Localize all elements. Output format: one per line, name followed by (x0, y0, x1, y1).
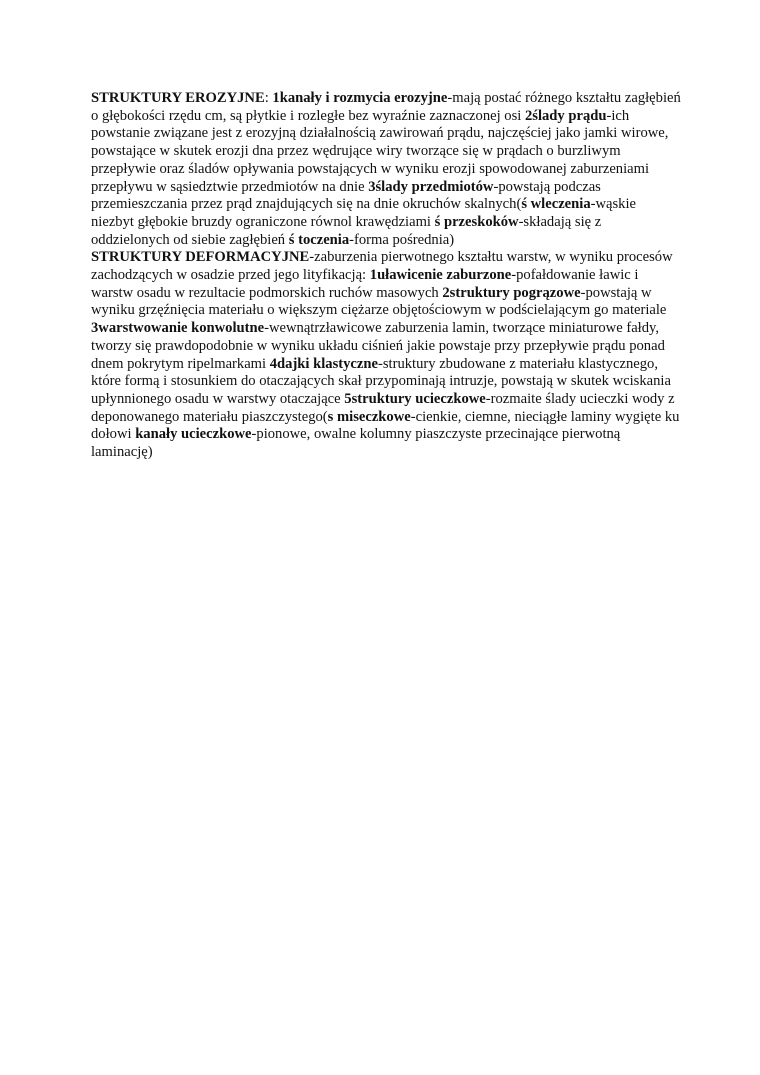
text-segment: -pofałdowanie ławic i warstw osadu w rezultacie podmorskich ruchów masowych (91, 267, 639, 301)
term-clastic-dikes: 4dajki klastyczne (269, 355, 378, 372)
text-segment: -forma pośrednia) (349, 231, 455, 248)
heading-deformational-structures: STRUKTURY DEFORMACYJNE (91, 249, 310, 266)
term-tool-marks: 3ślady przedmiotów (368, 178, 494, 195)
text-segment: -rozmaite ślady ucieczki wody z deponowanego materiału piaszczystego( (91, 390, 675, 425)
text-segment: : (264, 90, 273, 106)
term-dish-structures: s miseczkowe (327, 408, 411, 425)
heading-erosional-structures: STRUKTURY EROZYJNE (91, 90, 265, 106)
term-disturbed-bedding: 1uławicenie zaburzone (369, 267, 512, 284)
term-escape-structures: 5struktury ucieczkowe (344, 390, 486, 407)
text-segment: -mają postać różnego kształtu zagłębień o głębokości rzędu cm, są płytkie i rozległe bez wyraźnie zaznaczonej osi (91, 90, 681, 124)
text-segment: -cienkie, ciemne, nieciągłe laminy wygięte ku dołowi (91, 408, 680, 443)
term-current-marks: 2ślady prądu (524, 107, 607, 124)
term-load-structures: 2struktury pogrązowe (442, 284, 581, 301)
paragraph-erosional-structures (91, 90, 681, 249)
text-segment: -struktury zbudowane z materiału klastycznego, które formą i stosunkiem do otaczających skał przypominają intruzje, powstają w skutek wciskania upłynnionego osadu w warstwy otaczające (91, 355, 671, 407)
text-segment: -zaburzenia pierwotnego kształtu warstw, w wyniku procesów zachodzących w osadzie przed jego lityfikacją: (91, 249, 673, 284)
text-segment: -powstają podczas przemieszczania przez prąd znajdujących się na dnie okruchów skalnych( (91, 178, 601, 213)
document-text (91, 90, 681, 462)
term-drag-marks: ś wleczenia (521, 196, 591, 213)
text-segment: -pionowe, owalne kolumny piaszczyste przecinające pierwotną laminację) (91, 426, 621, 461)
paragraph-deformational-structures (91, 249, 681, 461)
text-segment: -ich powstanie związane jest z erozyjną działalnością zawirowań prądu, najczęściej jako jamki wirowe, powstające w skutek erozji dna przez wędrujące wiry tworzące się w prądach o burzliwym przepływie oraz śladów opływania powstających w wyniku erozji spowodowanej zaburzeniami przepływu w sąsiedztwie przedmiotów na dnie (91, 107, 669, 195)
term-escape-channels: kanały ucieczkowe (135, 426, 252, 443)
text-segment: -wewnątrzławicowe zaburzenia lamin, tworzące miniaturowe fałdy, tworzy się prawdopodobnie w wyniku układu ciśnień jakie powstaje przy przepływie prądu ponad dnem pokrytym ripelmarkami (91, 320, 665, 372)
term-channels-scours: 1kanały i rozmycia erozyjne (272, 90, 448, 106)
term-roll-marks: ś toczenia (288, 231, 350, 248)
term-skip-marks: ś przeskoków (434, 213, 519, 230)
text-segment: -składają się z oddzielonych od siebie zagłębień (91, 213, 602, 248)
term-convolute-lamination: 3warstwowanie konwolutne (91, 320, 265, 337)
text-segment: -powstają w wyniku grzęźnięcia materiału o większym ciężarze objętościowym w podścielającym go materiale (91, 284, 667, 319)
text-segment: -wąskie niezbyt głębokie bruzdy ograniczone równol krawędziami (91, 196, 637, 230)
